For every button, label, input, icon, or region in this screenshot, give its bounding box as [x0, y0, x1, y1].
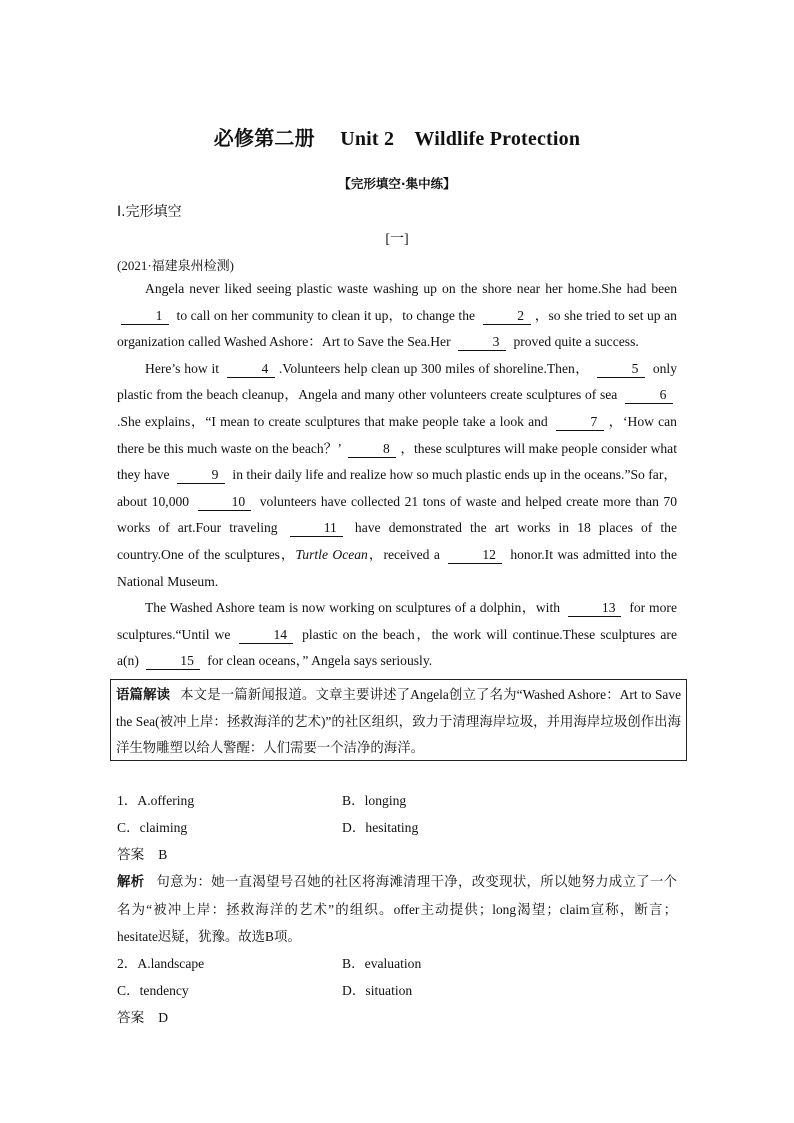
- answer-label: 答案: [117, 847, 145, 863]
- cloze-passage: [117, 276, 677, 675]
- answer-value: D: [158, 1010, 169, 1025]
- question-1-option-d: D．hesitating: [342, 820, 419, 835]
- question-1-answer: [117, 843, 167, 863]
- sculpture-name: Turtle Ocean: [295, 546, 368, 562]
- analysis-label: 语篇解读: [116, 688, 171, 703]
- paragraph-2: Here’s how it 4 .Volunteers help clean up 300 miles of shoreline.Then， 5 only plastic from the beach cleanup，Angela and many other volunteers create sculptures of sea 6.She explains，“I mean to create sculptures that make people take a look and 7 ，‘How can there be this much waste on the beach？’ 8 ，these sculptures will make people consider what they have 9 in their daily life and realize how so much plastic ends up in the oceans.”So far，about 10,000 10 volunteers have collected 21 tons of waste and helped create more than 70 works of art.Four traveling 11 have demonstrated the art works in 18 places of the country.One of the sculptures，Turtle Ocean，received a 12 honor.It was admitted into the National Museum.: [117, 360, 678, 589]
- blank-6: 6: [625, 387, 673, 404]
- blank-10: 10: [198, 494, 252, 511]
- paragraph-1: Angela never liked seeing plastic waste washing up on the shore near her home.She had been 1 to call on her community to clean it up，to change the 2 ，so she tried to set up an organization called Washed Ashore：Art to Save the Sea.Her 3 proved quite a success.: [117, 281, 677, 350]
- blank-12: 12: [448, 547, 502, 564]
- question-1-explanation: [117, 868, 677, 950]
- blank-2: 2: [483, 308, 531, 325]
- blank-8: 8: [348, 441, 396, 458]
- explanation-label: 解析: [117, 875, 145, 890]
- section-heading: Ⅰ.完形填空: [117, 204, 182, 220]
- blank-5: 5: [597, 361, 645, 378]
- blank-13: 13: [568, 600, 622, 617]
- question-2-option-c: C．tendency: [117, 983, 189, 998]
- explanation-text: 句意为：她一直渴望号召她的社区将海滩清理干净，改变现状，所以她努力成立了一个名为“被冲上岸：拯救海洋的艺术”的组织。offer主动提供；long渴望；claim宣称，断言；hesitate迟疑，犹豫。故选B项。: [117, 874, 678, 944]
- blank-15: 15: [146, 653, 200, 670]
- exercise-subtitle: 【完形填空·集中练】: [338, 176, 456, 191]
- source-note: (2021·福建泉州检测): [117, 258, 234, 273]
- title-unit: Unit 2 Wildlife Protection: [340, 128, 581, 150]
- page-title: [0, 122, 794, 151]
- question-2-answer: [117, 1006, 168, 1026]
- question-2-option-b: B．evaluation: [342, 956, 422, 971]
- title-book: 必修第二册: [213, 126, 315, 150]
- blank-14: 14: [239, 627, 293, 644]
- blank-11: 11: [290, 520, 343, 537]
- blank-9: 9: [177, 467, 225, 484]
- question-1-option-c: C．claiming: [117, 820, 188, 835]
- answer-label: 答案: [117, 1010, 145, 1026]
- question-1-option-a: 1．A.offering: [117, 793, 195, 808]
- blank-1: 1: [121, 308, 169, 325]
- blank-4: 4: [227, 361, 275, 378]
- blank-3: 3: [458, 334, 506, 351]
- text-analysis-box: [110, 679, 687, 761]
- analysis-text: 本文是一篇新闻报道。文章主要讲述了Angela创立了名为“Washed Ashore：Art to Save the Sea(被冲上岸：拯救海洋的艺术)”的社区组织，致力于清理海岸垃圾，并用海岸垃圾创作出海洋生物雕塑以给人警醒：人们需要一个洁净的海洋。: [116, 687, 682, 755]
- answer-value: B: [158, 847, 168, 862]
- blank-7: 7: [556, 414, 604, 431]
- question-1-option-b: B．longing: [342, 793, 407, 808]
- part-number: [一]: [385, 232, 409, 247]
- question-2-option-d: D．situation: [342, 983, 413, 998]
- question-2-option-a: 2．A.landscape: [117, 956, 205, 971]
- paragraph-3: The Washed Ashore team is now working on sculptures of a dolphin，with 13 for more sculptures.“Until we 14 plastic on the beach，the work will continue.These sculptures are a(n) 15 for clean oceans，” Angela says seriously.: [117, 600, 677, 669]
